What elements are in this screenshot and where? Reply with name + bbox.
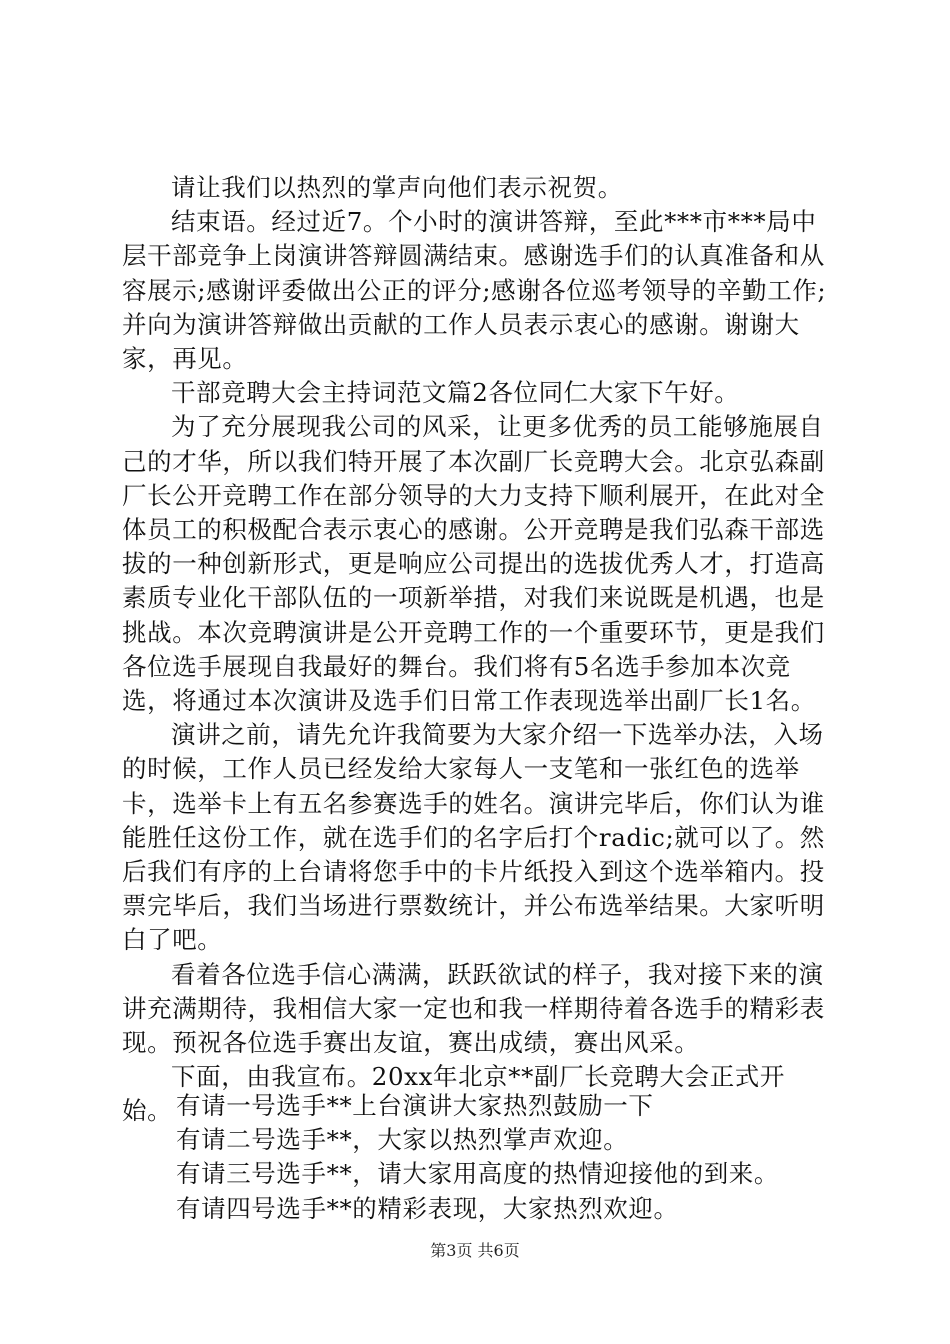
paragraph-congratulate: 请让我们以热烈的掌声向他们表示祝贺。 bbox=[171, 173, 623, 202]
document-body bbox=[122, 171, 834, 1129]
page-number-footer: 第3页 共6页 bbox=[430, 1241, 520, 1260]
paragraph-introduction: 为了充分展现我公司的风采，让更多优秀的员工能够施展自己的才华，所以我们特开展了本次副厂长竞聘大会。北京弘森副厂长公开竞聘工作在部分领导的大力支持下顺利展开，在此对全体员工的积极配合表示衷心的感谢。公开竞聘是我们弘森干部选拔的一种创新形式，更是响应公司提出的选拔优秀人才，打造高素质专业化干部队伍的一项新举措，对我们来说既是机遇，也是挑战。本次竞聘演讲是公开竞聘工作的一个重要环节，更是我们各位选手展现自我最好的舞台。我们将有5名选手参加本次竞选，将通过本次演讲及选手们日常工作表现选举出副厂长1名。 bbox=[122, 412, 825, 716]
candidate-invitations bbox=[176, 1089, 836, 1226]
invitation-line: 有请二号选手**，大家以热烈掌声欢迎。 bbox=[176, 1125, 629, 1155]
paragraph-announcement: 下面，由我宣布。20xx年北京**副厂长竞聘大会正式开始。 bbox=[122, 1062, 786, 1126]
paragraph-voting-method: 演讲之前，请先允许我简要为大家介绍一下选举办法，入场的时候，工作人员已经发给大家每人一支笔和一张红色的选举卡，选举卡上有五名参赛选手的姓名。演讲完毕后，你们认为谁能胜任这份工作，就在选手们的名字后打个radic;就可以了。然后我们有序的上台请将您手中的卡片纸投入到这个选举箱内。投票完毕后，我们当场进行票数统计，并公布选举结果。大家听明白了吧。 bbox=[122, 720, 825, 955]
paragraph-section-heading: 干部竞聘大会主持词范文篇2各位同仁大家下午好。 bbox=[171, 378, 740, 408]
paragraph-expectations: 看着各位选手信心满满，跃跃欲试的样子，我对接下来的演讲充满期待，我相信大家一定也和我一样期待着各选手的精彩表现。预祝各位选手赛出友谊，赛出成绩，赛出风采。 bbox=[122, 959, 825, 1058]
invitation-line: 有请三号选手**，请大家用高度的热情迎接他的到来。 bbox=[176, 1159, 779, 1189]
invitation-line: 有请一号选手**上台演讲大家热烈鼓励一下 bbox=[176, 1091, 654, 1120]
invitation-line: 有请四号选手**的精彩表现，大家热烈欢迎。 bbox=[176, 1193, 679, 1223]
paragraph-closing-remarks: 结束语。经过近7。个小时的演讲答辩，至此***市***局中层干部竞争上岗演讲答辩圆满结束。感谢选手们的认真准备和从容展示;感谢评委做出公正的评分;感谢各位巡考领导的辛勤工作;并向为演讲答辩做出贡献的工作人员表示衷心的感谢。谢谢大家，再见。 bbox=[122, 207, 827, 374]
